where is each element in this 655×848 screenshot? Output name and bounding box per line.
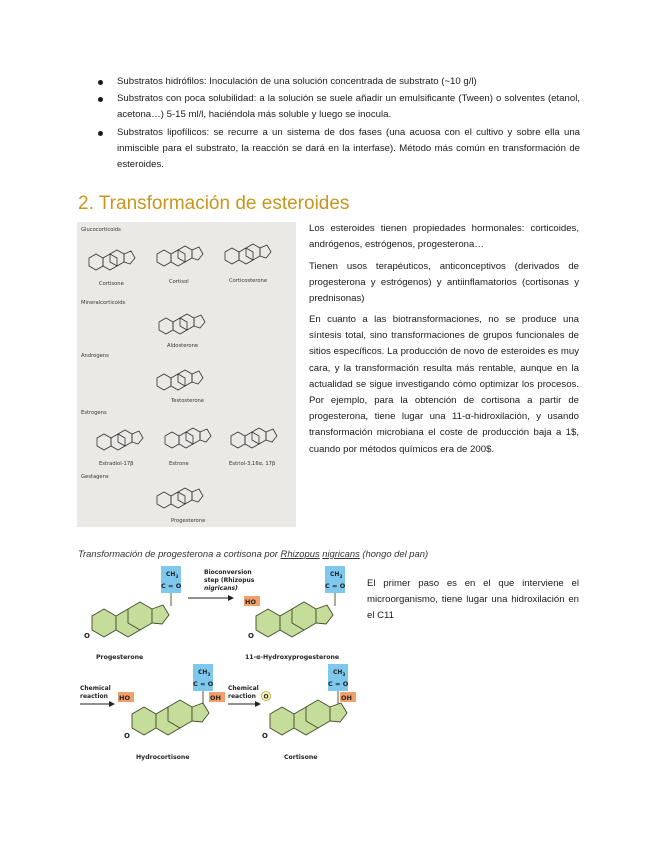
svg-text:Chemical: Chemical <box>80 685 111 692</box>
bullet-icon <box>98 131 103 136</box>
list-item <box>95 74 580 90</box>
compound-label: Corticosterone <box>229 278 268 284</box>
list-item-text: Substratos hidrófilos: Inoculación de una solución concentrada de substrato (~10 g/l) <box>117 76 477 87</box>
compound-label: Progesterone <box>96 654 144 661</box>
list-item <box>95 91 580 123</box>
list-item-text: Substratos con poca solubilidad: a la solución se suele añadir un emulsificante (Tween) o solventes (etanol, acetona…) 5-15 ml/l, haciéndola más soluble y luego se inocula. <box>117 93 580 121</box>
svg-text:C = O: C = O <box>328 680 349 688</box>
svg-text:O: O <box>84 632 90 640</box>
svg-text:OH: OH <box>210 694 221 702</box>
section-heading: 2. Transformación de esteroides <box>78 193 350 214</box>
compound-label: Hydrocortisone <box>136 754 190 761</box>
svg-text:CH3: $CH_3$ <box>166 571 179 579</box>
compound-label: Cortisone <box>284 754 318 761</box>
bullet-icon <box>98 80 103 85</box>
compound-label: 11-α-Hydroxyprogesterone <box>245 654 340 661</box>
paragraph: Tienen usos terapéuticos, anticonceptivos (derivados de progesterona y estrógenos) y antiinflamatorios (cortisonas y prednisonas) <box>309 261 579 305</box>
compound-label: Estradiol-17β <box>99 461 134 467</box>
steroid-structures-drawing <box>77 222 296 527</box>
pathway-figure <box>78 566 356 763</box>
substrate-list <box>95 74 580 174</box>
list-item-text: Substratos lipofílicos: se recurre a un sistema de dos fases (una acuosa con el cultivo y sobre ella una inmiscible para el substrato, la reacción se dará en la interfase). Método más común en transformación de esteroides. <box>117 126 580 171</box>
group-label-estrogens: Estrogens <box>81 410 107 416</box>
figure-caption: Transformación de progesterona a cortisona por Rhizopus nigricans (hongo del pan) <box>78 548 429 559</box>
pathway-drawing <box>78 566 356 763</box>
compound-label: Cortisone <box>99 281 124 287</box>
svg-text:CH3: $CH_3$ <box>333 669 346 677</box>
svg-text:HO: HO <box>245 598 256 606</box>
svg-text:O: O <box>248 632 254 640</box>
compound-label: Estrone <box>169 461 189 467</box>
genus-name: Rhizopus <box>280 548 320 559</box>
compound-label: Estriol-3,16α, 17β <box>229 461 276 467</box>
svg-text:reaction: reaction <box>228 693 256 700</box>
steroid-structures-figure <box>77 222 296 527</box>
svg-text:step (Rhizopus: step (Rhizopus <box>204 577 255 584</box>
svg-text:nigricans): nigricans) <box>204 585 238 592</box>
svg-text:Bioconversion: Bioconversion <box>204 569 252 576</box>
compound-label: Aldosterone <box>167 343 199 349</box>
svg-text:O: O <box>263 693 269 701</box>
svg-text:reaction: reaction <box>80 693 108 700</box>
side-paragraph: El primer paso es en el que interviene el microorganismo, tiene lugar una hidroxilación en el C11 <box>367 578 579 622</box>
svg-text:CH3: $CH_3$ <box>198 669 211 677</box>
svg-text:Chemical: Chemical <box>228 685 259 692</box>
svg-text:O: O <box>124 732 130 740</box>
list-item <box>95 125 580 174</box>
group-label-glucocorticoids: Glucocorticoids <box>81 227 121 233</box>
group-label-gestagens: Gestagens <box>81 474 109 480</box>
compound-label: Progesterone <box>171 518 206 524</box>
species-name: nigricans <box>322 548 360 559</box>
svg-text:OH: OH <box>341 694 352 702</box>
svg-text:C = O: C = O <box>325 582 346 590</box>
paragraph: Los esteroides tienen propiedades hormonales: corticoides, andrógenos, estrógenos, progesterona… <box>309 223 579 251</box>
paragraph: En cuanto a las biotransformaciones, no se produce una síntesis total, sino transformaciones de grupos funcionales de sitios específicos. La producción de novo de esteroides es muy cara, y la transformación resulta más rentable, aunque en la actualidad se sigue investigando cómo optimizar los procesos. Por ejemplo, para la obtención de cortisona a partir de progesterona, tiene lugar una 11-α-hidroxilación, y usando transformación microbiana el coste de producción baja a 1$, cuando por métodos químicos era de 200$. <box>309 314 579 455</box>
svg-text:HO: HO <box>119 694 130 702</box>
compound-label: Testosterone <box>171 398 204 404</box>
svg-text:C = O: C = O <box>193 680 214 688</box>
svg-text:O: O <box>262 732 268 740</box>
svg-text:C = O: C = O <box>161 582 182 590</box>
svg-text:CH3: $CH_3$ <box>330 571 343 579</box>
bullet-icon <box>98 97 103 102</box>
group-label-mineralcorticoids: Mineralcorticoids <box>81 300 126 306</box>
compound-label: Cortisol <box>169 279 189 285</box>
group-label-androgens: Androgens <box>81 353 109 359</box>
